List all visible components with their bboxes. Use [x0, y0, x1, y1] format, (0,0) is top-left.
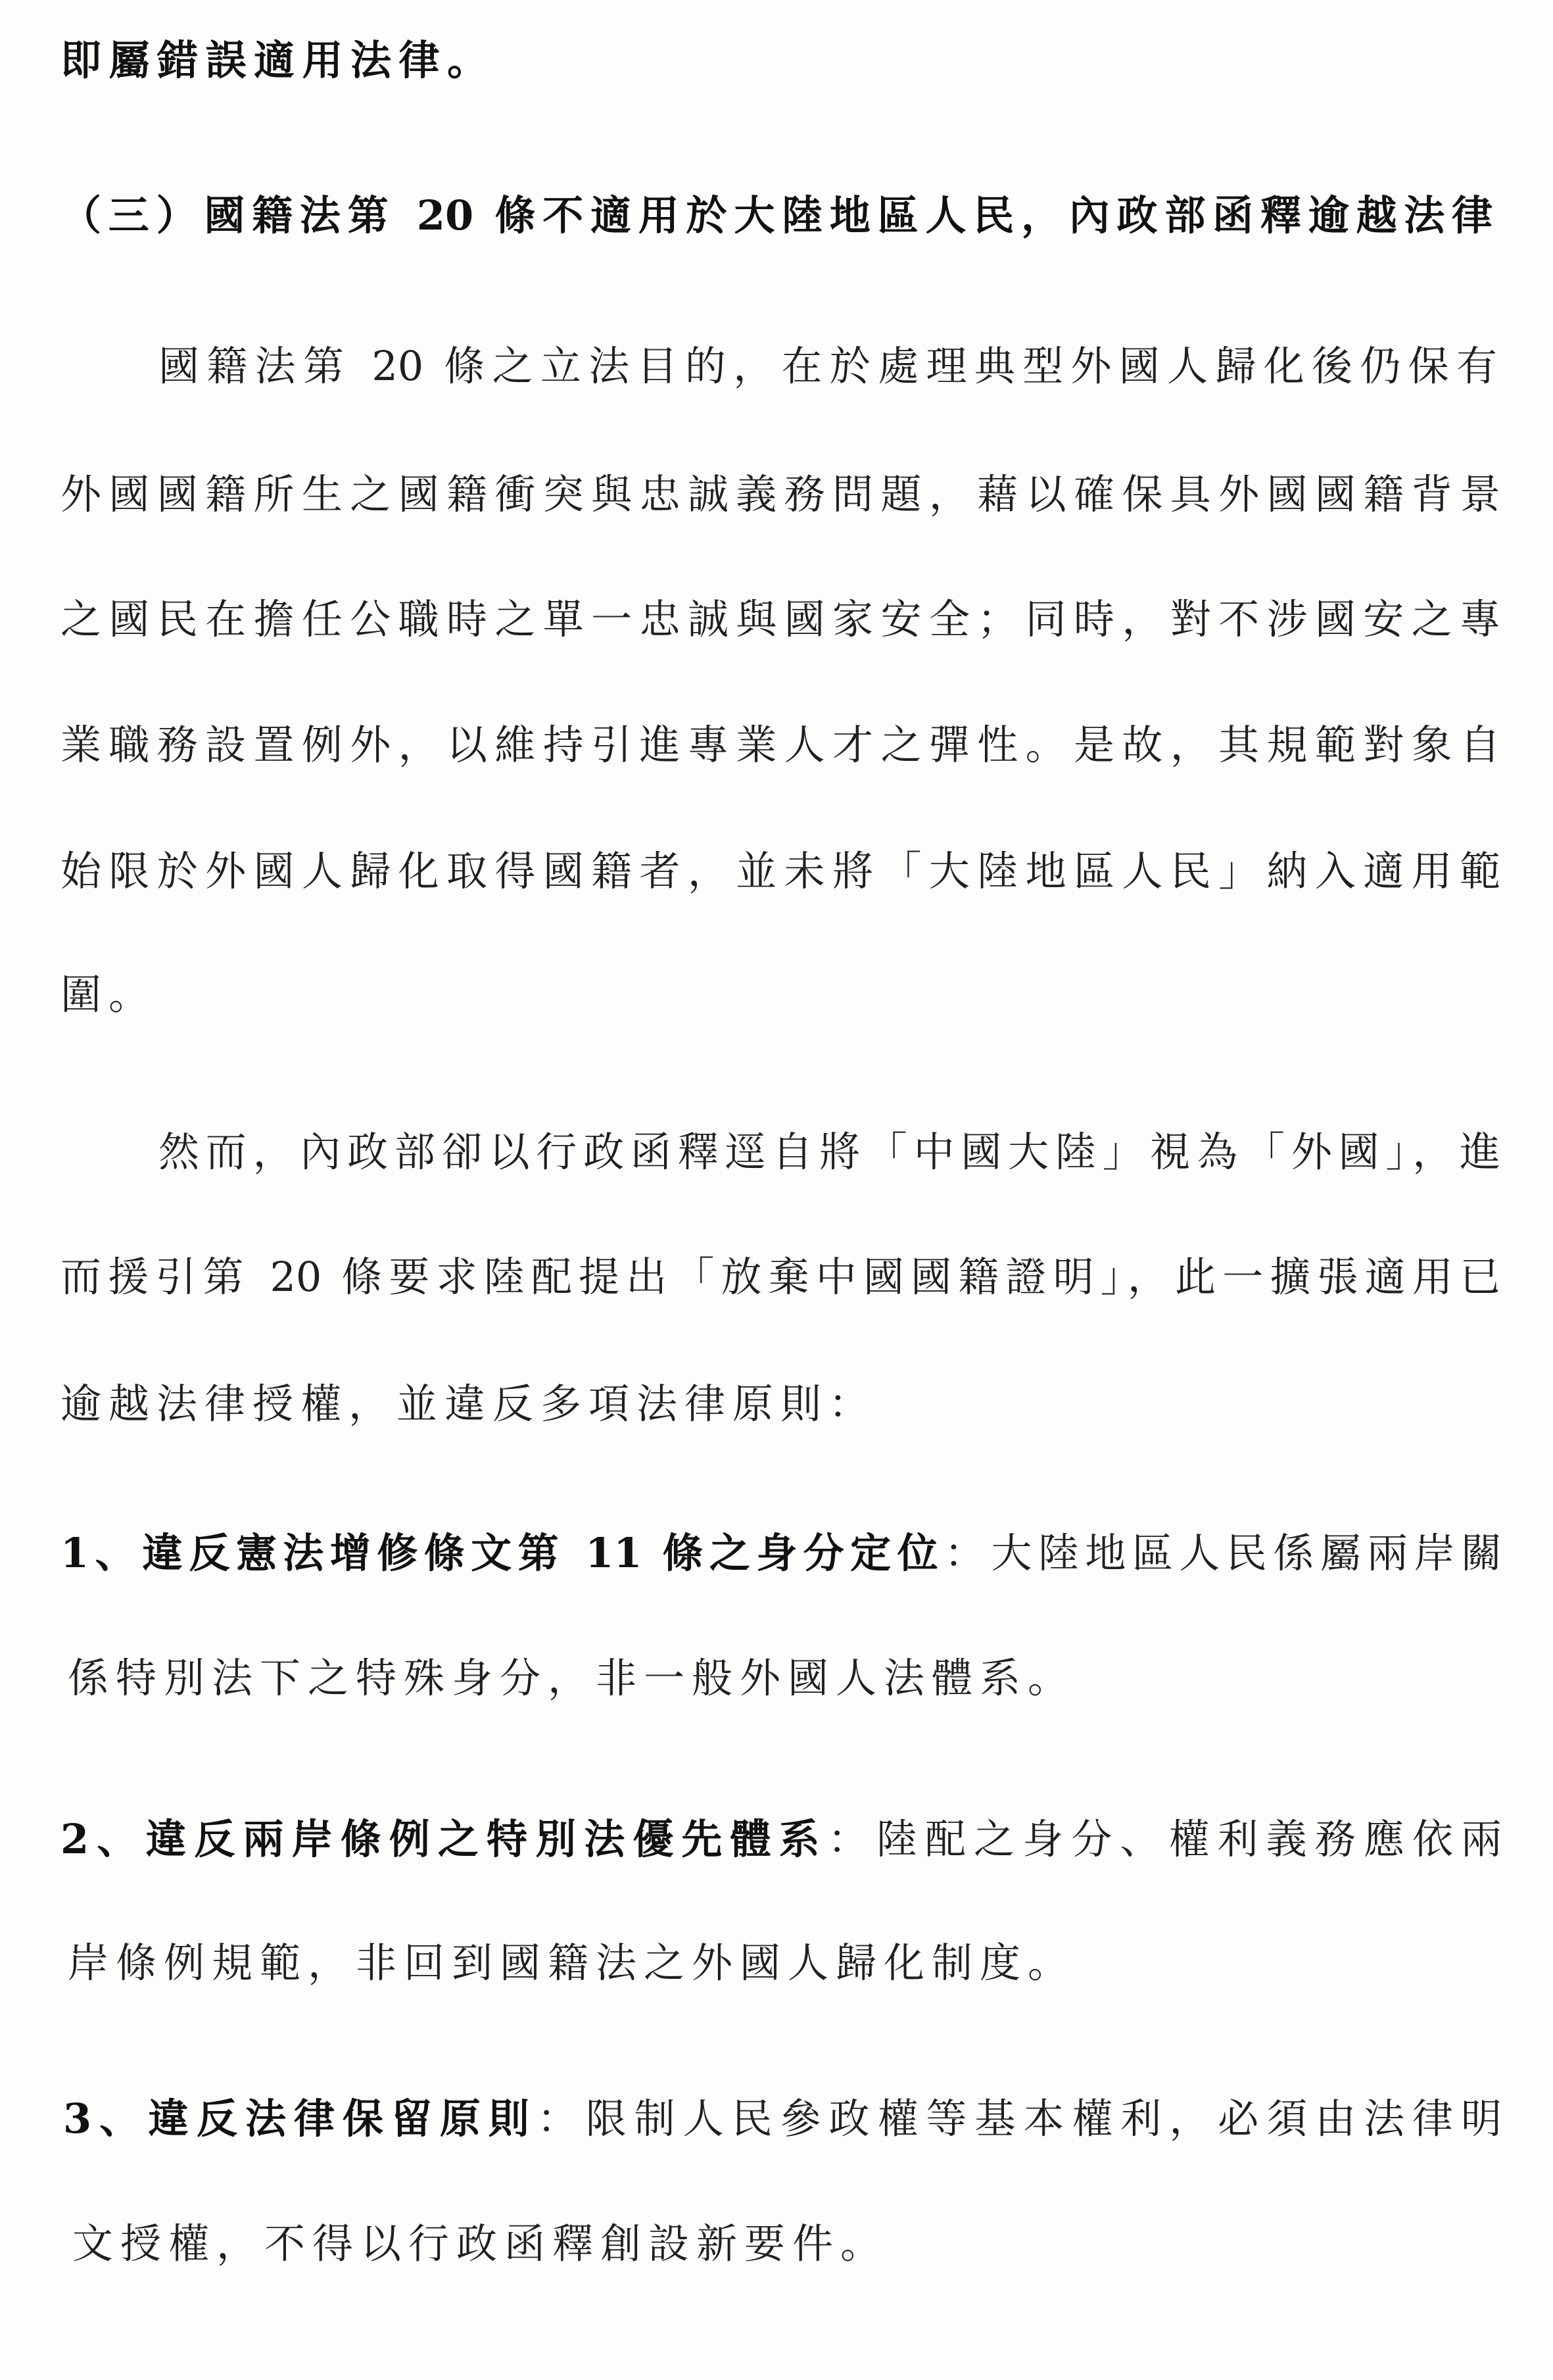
- list-item-text: 係特別法下之特殊身分，非一般外國人法體系。: [68, 1654, 1076, 1702]
- list-item-title: 3、違反法律保留原則: [63, 2095, 537, 2143]
- paragraph-line: 業職務設置例外，以維持引進專業人才之彈性。是故，其規範對象自: [60, 721, 1500, 769]
- continued-text: 即屬錯誤適用法律。: [60, 36, 488, 84]
- paragraph-line: 之國民在擔任公職時之單一忠誠與國家安全；同時，對不涉國安之專: [60, 595, 1500, 643]
- list-item-text: ：限制人民參政權等基本權利，必須由法律明: [537, 2095, 1502, 2143]
- paragraph-line: 然而，內政部卻以行政函釋逕自將「中國大陸」視為「外國」，進: [158, 1128, 1500, 1176]
- list-item-line: [60, 1813, 1502, 1866]
- list-item-text: 岸條例規範，非回到國籍法之外國人歸化制度。: [68, 1939, 1076, 1987]
- list-item-text: ：大陸地區人民係屬兩岸關: [944, 1529, 1502, 1577]
- paragraph-line: 始限於外國人歸化取得國籍者，並未將「大陸地區人民」納入適用範: [60, 847, 1500, 895]
- list-item-text: 文授權，不得以行政函釋創設新要件。: [72, 2220, 889, 2268]
- paragraph-line: 國籍法第 20 條之立法目的，在於處理典型外國人歸化後仍保有: [158, 342, 1497, 390]
- list-item-line: [60, 1527, 1502, 1580]
- list-item-text: ：陸配之身分、權利義務應依兩: [827, 1815, 1502, 1863]
- paragraph-line: 外國國籍所生之國籍衝突與忠誠義務問題，藉以確保具外國國籍背景: [60, 470, 1500, 518]
- list-item-title: 1、違反憲法增修條文第 11 條之身分定位: [60, 1529, 945, 1577]
- section-heading: （三）國籍法第 20 條不適用於大陸地區人民，內政部函釋逾越法律: [60, 191, 1493, 239]
- paragraph-line: 圍。: [60, 971, 157, 1019]
- list-item-line: [63, 2093, 1502, 2145]
- list-item-title: 2、違反兩岸條例之特別法優先體系: [60, 1815, 828, 1863]
- paragraph-line: 逾越法律授權，並違反多項法律原則：: [60, 1380, 877, 1428]
- paragraph-line: 而援引第 20 條要求陸配提出「放棄中國國籍證明」，此一擴張適用已: [60, 1253, 1500, 1301]
